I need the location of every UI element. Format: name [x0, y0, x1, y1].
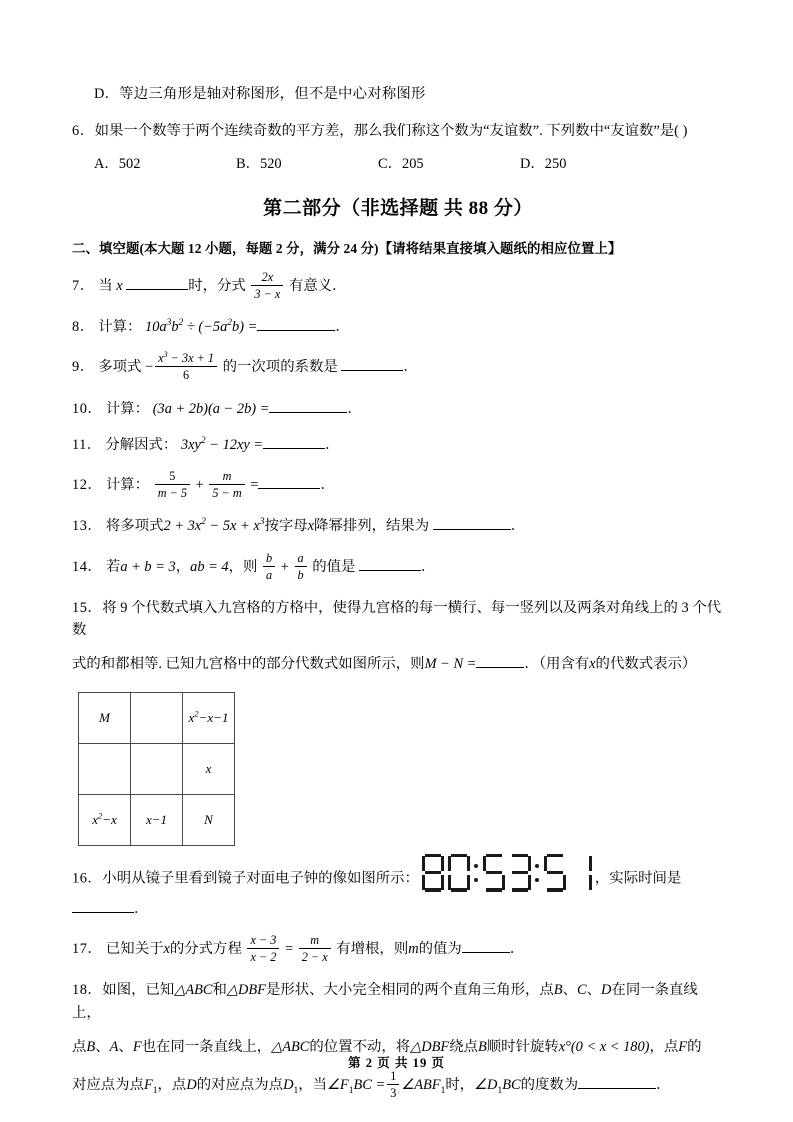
- q18-l3e: 时，: [445, 1077, 475, 1094]
- question-8-label: 计算：: [98, 319, 142, 336]
- cell-r3c3: [183, 794, 235, 845]
- page-footer: [0, 1052, 793, 1071]
- digit-2: [448, 854, 470, 892]
- option-a-label: A．: [94, 155, 119, 172]
- q18-l2b: 、: [95, 1038, 110, 1055]
- question-14: [72, 552, 724, 583]
- cell-text: M: [99, 709, 110, 725]
- option-b-label: B．: [236, 155, 260, 172]
- numer-exponent: 3: [163, 350, 168, 360]
- question-9-minus: −: [145, 359, 154, 376]
- question-6-text: 如果一个数等于两个连续奇数的平方差，那么我们称这个数为“友谊数”. 下列数中“友谊数”是( ): [94, 122, 688, 139]
- question-16-number: 16．: [72, 870, 103, 887]
- digit-1: [422, 854, 444, 892]
- part-two-title: 第二部分（非选择题 共 88 分）: [263, 197, 533, 219]
- question-17-post: 有增根，则: [336, 940, 409, 957]
- question-9-label: 多项式: [98, 359, 142, 376]
- question-12-number: 12．: [72, 477, 103, 494]
- fraction-denominator: 2 − x: [301, 950, 328, 965]
- cell-r2c3: [183, 743, 235, 794]
- q18-l3a: 对应点为点: [72, 1077, 144, 1094]
- numer-rest: − 3x + 1: [167, 351, 215, 366]
- fraction-denominator: b: [297, 567, 304, 582]
- question-9-number: 9．: [72, 359, 95, 376]
- digit-3: [483, 854, 505, 892]
- answer-blank-12[interactable]: [258, 488, 320, 489]
- option-d[interactable]: [520, 152, 662, 173]
- question-10-number: 10．: [72, 400, 103, 417]
- option-d-value: 250: [544, 155, 567, 172]
- q18-point-d1: D: [283, 1077, 294, 1094]
- cell-r2c1: [79, 743, 131, 794]
- option-d-label: D．: [520, 155, 545, 172]
- q18-l3f: 的度数为: [520, 1077, 579, 1094]
- q18-l2g: 顺时针旋转: [486, 1038, 559, 1055]
- q18-l3d: ，当: [298, 1077, 328, 1094]
- option-c[interactable]: [378, 152, 520, 173]
- cell-text: x: [145, 811, 152, 827]
- question-12-equals: =: [250, 477, 259, 494]
- q18-point-d2: D: [186, 1077, 197, 1094]
- question-16-post: ，实际时间是: [594, 870, 682, 887]
- footer-text: 第 2 页 共 19 页: [347, 1056, 445, 1070]
- question-8-period: ．: [335, 319, 350, 336]
- cell-text: x: [92, 811, 98, 827]
- q18-angle-2: ∠ABF: [401, 1077, 441, 1094]
- question-17-fraction-1: [247, 933, 279, 964]
- fill-blank-section-heading: 二、填空题(本大题 12 小题，每题 2 分，满分 24 分)【请将结果直接填入题纸的相应位置上】: [72, 240, 622, 256]
- fraction-denominator: 5 − m: [212, 486, 242, 501]
- fraction-numerator: 5: [155, 469, 190, 485]
- q18-l2h: ，点: [649, 1038, 679, 1055]
- q18-triangle-abc-2: △ABC: [271, 1038, 310, 1055]
- cell-r1c3: [183, 692, 235, 743]
- q18-l2a: 点: [72, 1038, 87, 1055]
- question-6-number: 6．: [72, 122, 95, 139]
- q18-angle-3: ∠D: [474, 1077, 498, 1094]
- question-7-pre: 当: [98, 277, 113, 294]
- question-15-number: 15．: [72, 599, 103, 616]
- digit-5: [544, 854, 566, 892]
- fraction-denominator: a: [266, 567, 273, 582]
- colon-1: [474, 854, 479, 892]
- question-11: [72, 434, 724, 456]
- q18-d1-sub: 1: [293, 1085, 299, 1096]
- question-18-line-1: [72, 979, 724, 1024]
- cell-r3c1: [79, 794, 131, 845]
- question-11-expr-tail: − 12xy =: [205, 436, 264, 453]
- question-18-line-3: [72, 1070, 724, 1101]
- q18-angle-3b: BC: [502, 1077, 521, 1094]
- question-13-number: 13．: [72, 518, 103, 535]
- question-12-period: ．: [320, 477, 335, 494]
- question5-option-d: D．等边三角形是轴对称图形，但不是中心对称图形: [94, 86, 426, 102]
- question-16-pre: 小明从镜子里看到镜子对面电子钟的像如图所示：: [102, 870, 419, 887]
- fraction-numerator: [155, 351, 217, 367]
- q18-fraction-third: [387, 1069, 399, 1100]
- answer-blank-8[interactable]: [257, 330, 335, 331]
- question-14-period: ．: [421, 558, 436, 575]
- answer-blank-14[interactable]: [359, 570, 421, 571]
- exponent-b: 2: [178, 318, 184, 329]
- fraction-numerator: b: [263, 551, 275, 567]
- q18-angle-1: ∠F: [327, 1077, 349, 1094]
- question-7-variable: x: [116, 277, 123, 294]
- fraction-denominator: 3 − x: [254, 287, 281, 301]
- q18-l1c: 是形状、大小完全相同的两个直角三角形，点: [265, 982, 554, 999]
- q18-point-f1: F: [143, 1077, 153, 1094]
- question-17-mid: 的分式方程: [169, 940, 242, 957]
- exponent-c: 2: [227, 318, 233, 329]
- exponent-a: 2: [200, 436, 206, 447]
- question-14-mid: ，则: [228, 558, 258, 575]
- answer-blank-10[interactable]: [269, 412, 347, 413]
- question-14-pre: 若: [105, 558, 121, 575]
- q18-point-d: D: [601, 982, 612, 999]
- question-18-number: 18．: [72, 982, 103, 999]
- question-13-pre: 将多项式: [105, 518, 164, 535]
- q18-l1a: 如图，已知: [102, 982, 175, 999]
- answer-blank-15[interactable]: [476, 667, 524, 668]
- q18-ang2-sub: 1: [440, 1085, 446, 1096]
- question-7-number: 7．: [72, 277, 95, 294]
- option-c-value: 205: [402, 155, 424, 172]
- question-17-pre: 已知关于: [105, 940, 164, 957]
- question-15: [72, 597, 724, 676]
- cell-r2c2: [131, 743, 183, 794]
- question-15-line-1: [72, 597, 724, 642]
- q18-ang1-sub: 1: [348, 1085, 354, 1096]
- answer-blank-7[interactable]: [126, 289, 188, 290]
- cell-r1c1: [79, 692, 131, 743]
- cell-text: x: [205, 760, 212, 776]
- question-10: [72, 398, 724, 420]
- question-9-fraction: [155, 351, 217, 382]
- question-14-fraction-2: [295, 551, 307, 582]
- option-a[interactable]: [94, 152, 236, 173]
- question-15-line-2: [72, 653, 724, 675]
- cell-suffix: −x−1: [198, 709, 229, 725]
- question-13-post: 降幂排列，结果为: [314, 518, 430, 535]
- q18-triangle-abc: △ABC: [174, 982, 213, 999]
- question-13-period: ．: [510, 518, 526, 535]
- option-a-value: 502: [118, 155, 141, 172]
- q18-triangle-dbf: △DBF: [226, 982, 266, 999]
- question-13-expr-1: 2 + 3x: [163, 518, 202, 535]
- fraction-denominator: 3: [390, 1086, 397, 1101]
- magic-square-table: [78, 692, 235, 846]
- q18-l2c: 、: [118, 1038, 133, 1055]
- question-17-var2: m: [408, 940, 419, 957]
- exponent-1: 2: [201, 517, 206, 528]
- question-9-period: ．: [403, 359, 418, 376]
- q18-l1f: 在同一条直线上，: [72, 982, 698, 1021]
- cell-suffix: −1: [151, 811, 168, 827]
- fraction-numerator: x − 3: [247, 933, 279, 949]
- question-12: [72, 470, 724, 501]
- q18-point-c: C: [577, 982, 587, 999]
- q18-l3c: 的对应点为点: [196, 1077, 284, 1094]
- question-16-period: ．: [134, 900, 149, 917]
- fraction-denominator: x − 2: [250, 950, 277, 965]
- table-row: [79, 692, 235, 743]
- question-7: [72, 271, 724, 302]
- question-14-eq2: ab = 4: [190, 558, 229, 575]
- digit-6: [570, 854, 592, 892]
- answer-blank-17[interactable]: [462, 952, 510, 953]
- exponent-2: 3: [259, 517, 265, 528]
- question-18: [72, 979, 724, 1101]
- question-14-eq1: a + b = 3: [120, 558, 176, 575]
- q18-l2e: 的位置不动，将: [309, 1038, 411, 1055]
- option-b-value: 520: [260, 155, 282, 172]
- table-row: [79, 743, 235, 794]
- question-11-label: 分解因式：: [105, 436, 178, 453]
- page-content: [72, 84, 724, 1101]
- question-10-period: ．: [347, 400, 362, 417]
- q18-point-f2: F: [678, 1038, 688, 1055]
- question-9: [72, 352, 724, 383]
- q18-l2d: 也在同一条直线上，: [141, 1038, 272, 1055]
- q18-l1b: 和: [212, 982, 227, 999]
- q18-point-a: A: [109, 1038, 119, 1055]
- question-15-text-2c: 的代数式表示）: [595, 656, 697, 673]
- cell-text: x: [188, 709, 195, 725]
- q18-point-b2: B: [86, 1038, 96, 1055]
- question-17-number: 17．: [72, 940, 103, 957]
- exponent-a: 3: [166, 318, 172, 329]
- option-b[interactable]: [236, 152, 378, 173]
- option-c-label: C．: [378, 155, 402, 172]
- question-12-plus: +: [195, 477, 204, 494]
- question-12-fraction-1: [155, 469, 190, 500]
- question-10-expr: (3a + 2b)(a − 2b) =: [152, 400, 270, 417]
- q18-l1d: 、: [562, 982, 577, 999]
- q18-point-b3: B: [477, 1038, 487, 1055]
- table-row: [79, 794, 235, 845]
- question-10-label: 计算：: [105, 400, 150, 417]
- question-13-var: x: [307, 518, 315, 535]
- q18-rotation: x°(0 < x < 180): [558, 1038, 650, 1055]
- digit-4: [509, 854, 531, 892]
- fraction-numerator: a: [295, 551, 307, 567]
- cell-r3c2: [131, 794, 183, 845]
- question-6: [72, 120, 724, 142]
- question-15-text-2a: 式的和都相等. 已知九宫格中的部分代数式如图所示，则: [72, 656, 425, 673]
- q18-l2i: 的: [687, 1038, 702, 1055]
- fraction-numerator: m: [299, 933, 331, 949]
- fraction-denominator: m − 5: [157, 486, 188, 501]
- question-17-period: ．: [509, 940, 525, 957]
- q18-l3b: ，点: [157, 1077, 187, 1094]
- question-17-equals: =: [284, 940, 294, 957]
- fraction-numerator: 1: [387, 1069, 399, 1085]
- question-14-fraction-1: [263, 551, 275, 582]
- question-6-options: [72, 152, 724, 173]
- question-8-expr-b: b: [171, 319, 179, 336]
- answer-blank-13[interactable]: [433, 529, 511, 530]
- magic-square-figure: [72, 692, 724, 846]
- q18-l1e: 、: [586, 982, 602, 999]
- answer-blank-11[interactable]: [263, 448, 325, 449]
- cell-text: N: [204, 811, 213, 827]
- question-14-plus: +: [280, 558, 289, 575]
- q18-point-f: F: [132, 1038, 142, 1055]
- question-13: [72, 515, 724, 537]
- question-14-number: 14．: [72, 558, 103, 575]
- question-17: [72, 934, 724, 965]
- question-15-mn-expr: M − N =: [424, 656, 477, 673]
- question-14-post: 的值是: [312, 558, 356, 575]
- cell-exponent: 2: [97, 810, 103, 821]
- question-7-mid: 时，分式: [188, 277, 246, 294]
- colon-2: [535, 854, 540, 892]
- q18-f1-sub: 1: [152, 1085, 158, 1096]
- answer-blank-9[interactable]: [341, 370, 403, 371]
- fraction-numerator: m: [209, 469, 244, 485]
- q18-ang3-sub: 1: [497, 1085, 503, 1096]
- question-8: [72, 316, 724, 338]
- question-18-period: ．: [656, 1077, 671, 1094]
- cell-exponent: 2: [194, 708, 199, 719]
- cell-suffix: −x: [102, 811, 117, 827]
- question-11-expr-a: 3xy: [180, 436, 201, 453]
- question-16: [72, 860, 724, 920]
- question-12-label: 计算：: [105, 477, 150, 494]
- question-13-mid: 按字母: [264, 518, 308, 535]
- question-11-number: 11．: [72, 436, 102, 453]
- answer-blank-18[interactable]: [578, 1088, 656, 1089]
- fraction-denominator: 6: [183, 368, 190, 383]
- cell-r1c2: [131, 692, 183, 743]
- q18-angle-1b: BC =: [353, 1077, 386, 1094]
- q18-l2f: 绕点: [449, 1038, 478, 1055]
- question-7-post: 有意义．: [288, 277, 347, 294]
- question-8-number: 8．: [72, 319, 95, 336]
- question-7-fraction: [251, 270, 283, 301]
- question-15-var: x: [589, 656, 596, 673]
- fraction-numerator: 2x: [251, 270, 283, 286]
- numer-x: x: [158, 351, 164, 366]
- question-12-fraction-2: [209, 469, 244, 500]
- question-11-period: ．: [325, 436, 340, 453]
- question-17-post2: 的值为: [418, 940, 462, 957]
- question-8-expr-tail: b) =: [232, 319, 258, 336]
- question-14-comma: ，: [175, 558, 191, 575]
- question-17-fraction-2: [299, 933, 331, 964]
- question-13-expr-2: − 5x + x: [205, 518, 260, 535]
- q18-point-b: B: [553, 982, 563, 999]
- question-9-post: 的一次项的系数是: [222, 359, 338, 376]
- q18-triangle-dbf-2: △DBF: [410, 1038, 450, 1055]
- question-15-text-2b: ．（用含有: [524, 656, 590, 673]
- answer-blank-16[interactable]: [72, 912, 134, 913]
- question-15-text-1: 将 9 个代数式填入九宫格的方格中，使得九宫格的每一横行、每一竖列以及两条对角线上的 3 个代数: [72, 599, 722, 639]
- question-8-expr-op: ÷ (−5a: [186, 319, 228, 336]
- question-8-expr-a: 10a: [145, 319, 167, 336]
- question-17-var: x: [163, 940, 170, 957]
- digital-clock-icon: [422, 854, 592, 892]
